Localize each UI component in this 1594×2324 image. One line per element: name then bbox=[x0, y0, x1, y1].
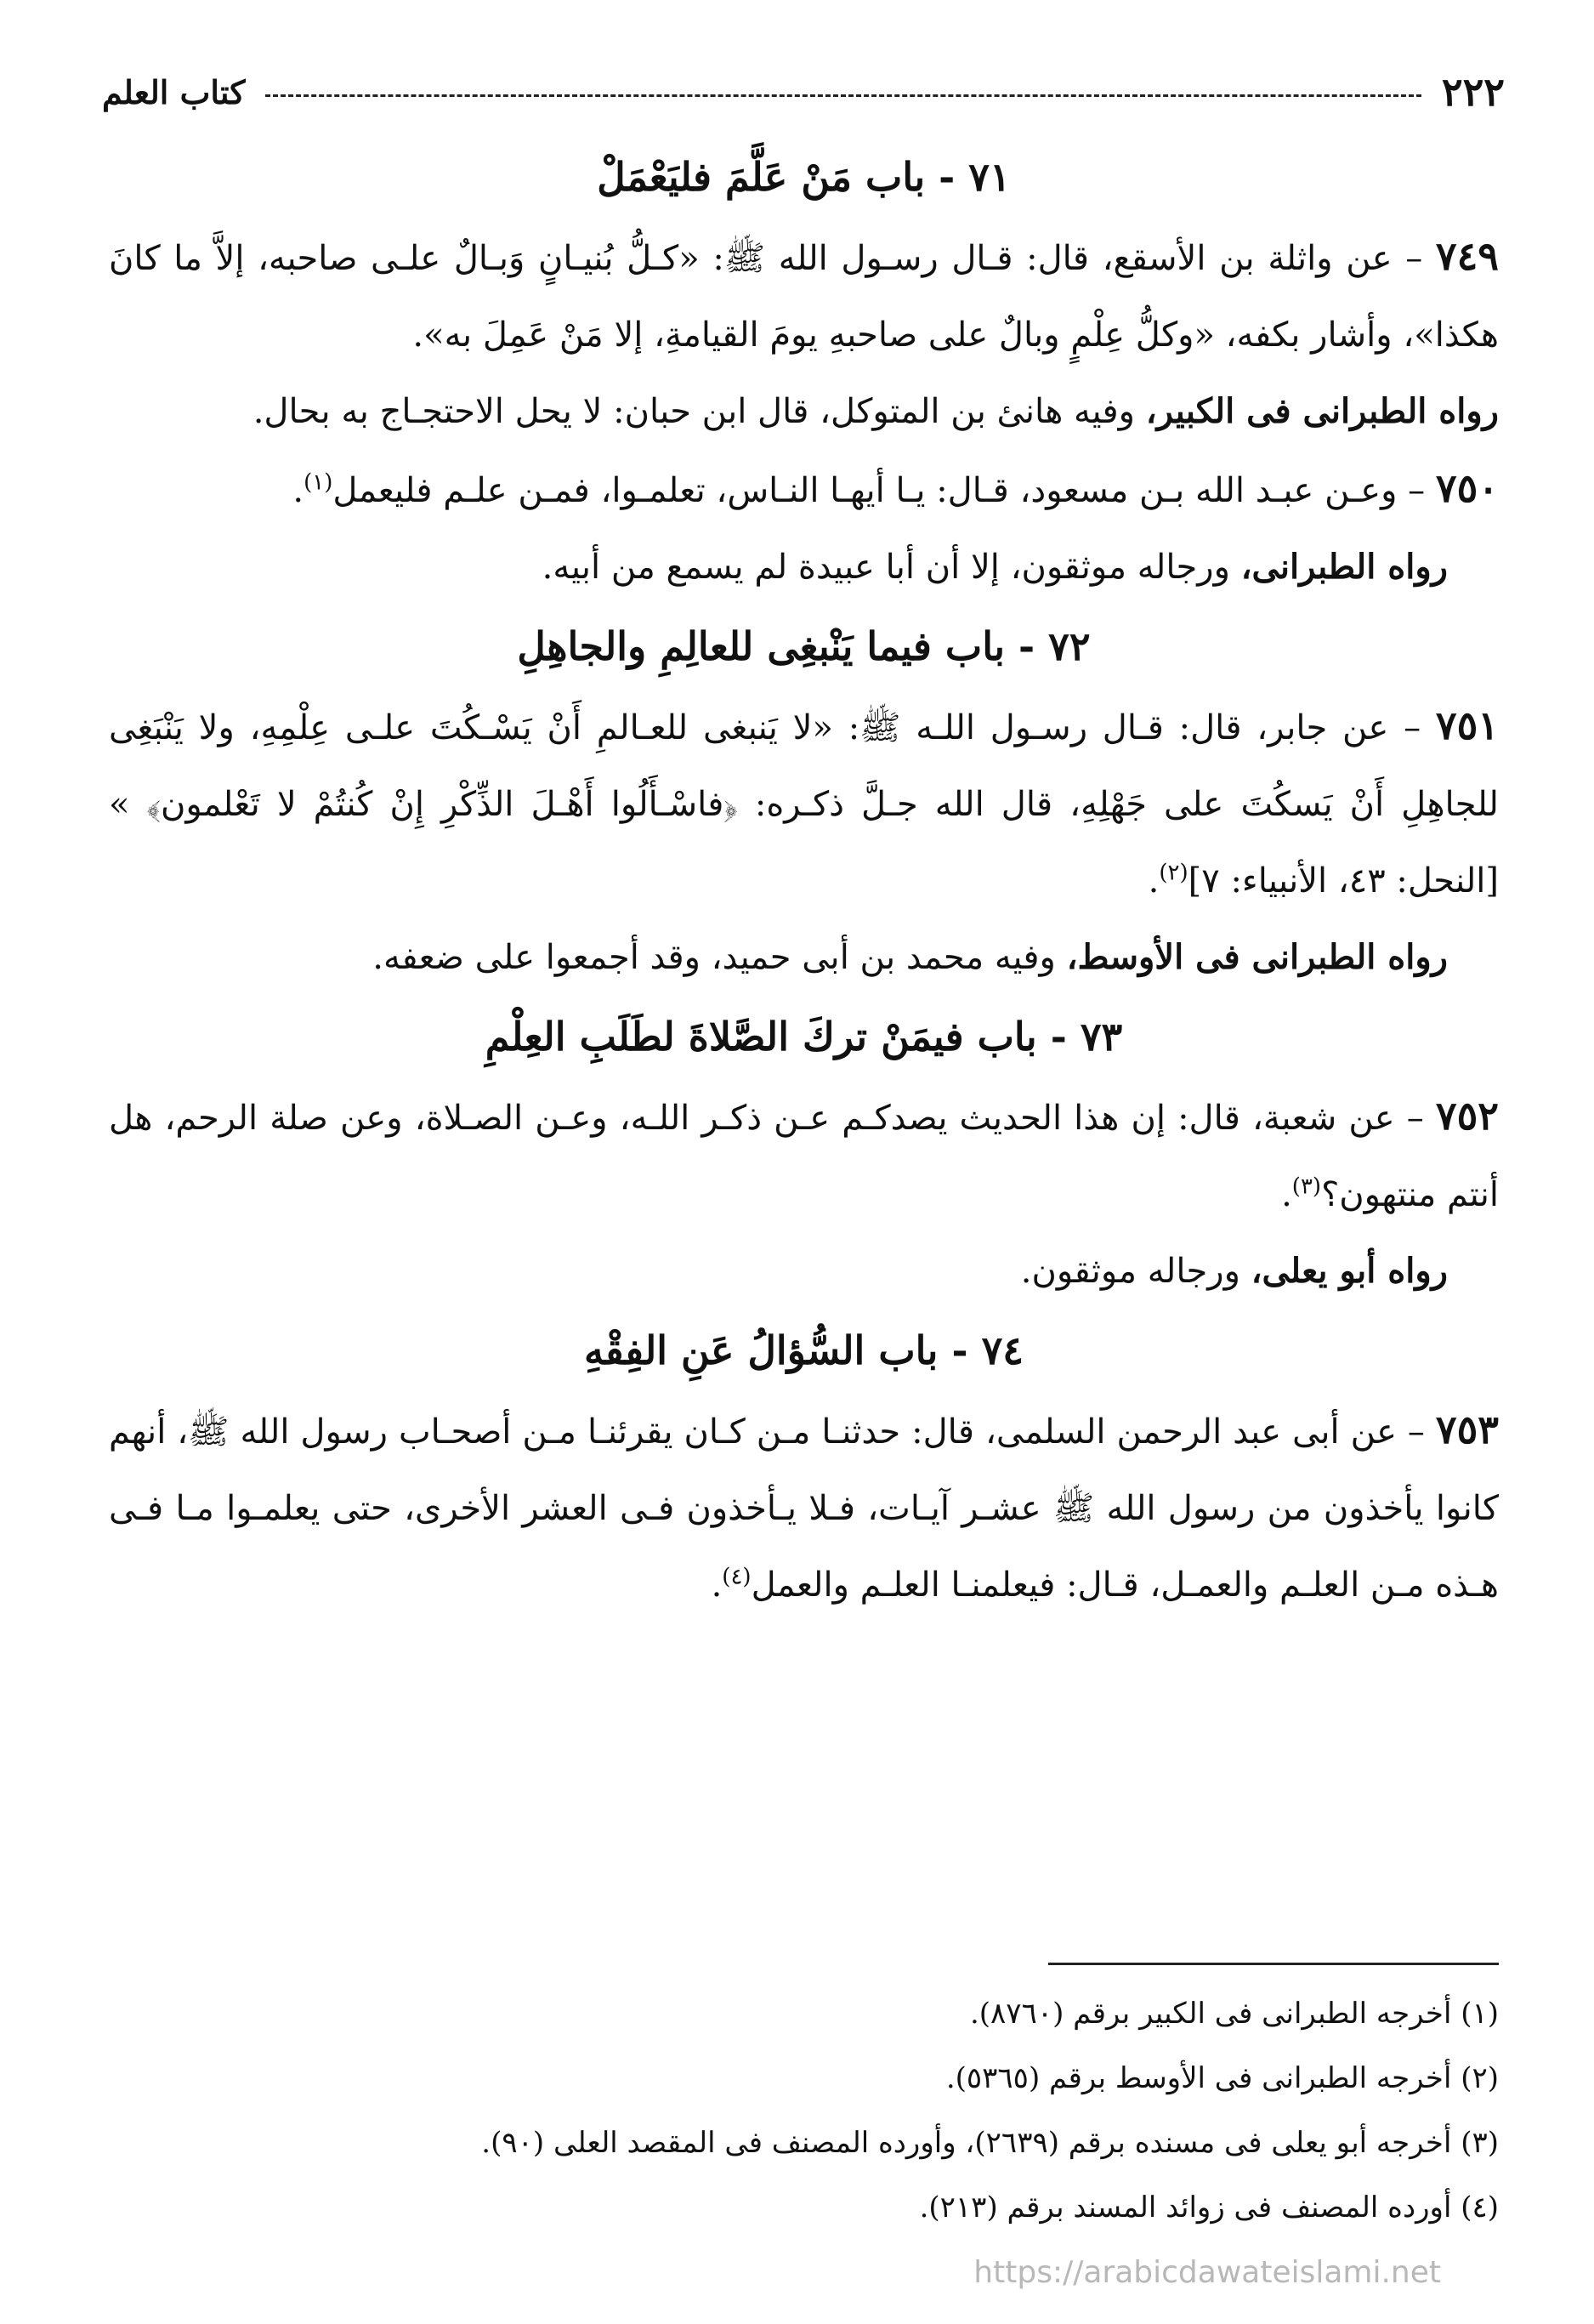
hadith-number: ٧٥٢ bbox=[1435, 1093, 1500, 1139]
footnote-ref: (٣) bbox=[1291, 1173, 1322, 1200]
narration-source: رواه الطبرانى، bbox=[1240, 547, 1448, 587]
footnote-ref: (١) bbox=[303, 469, 333, 496]
hadith-text: – عن جابر، قال: قـال رسـول اللـه ﷺ: «لا يَنبغى للعـالمِ أَنْ يَسْـكُتَ علـى عِلْمِهِ، ولا يَنْبَغِى للجاهِلِ أَنْ يَسكُتَ على جَهْلِهِ، قال الله جـلَّ ذكـره: ﴿فاسْـأَلُوا أَهْـلَ الذِّكْرِ إِنْ كُنتُمْ لا تَعْلمون﴾ » [النحل: ٤٣، الأنبياء: ٧] bbox=[109, 708, 1499, 901]
narration-note bbox=[109, 529, 1499, 605]
chapter-heading: ٧٤ - باب السُّؤالُ عَنِ الفِقْهِ bbox=[584, 1327, 1024, 1373]
chapter-heading: ٧٢ - باب فيما يَنْبغِى للعالِمِ والجاهِلِ bbox=[517, 623, 1091, 669]
page-header bbox=[102, 66, 1505, 117]
footnote-separator bbox=[1048, 1963, 1499, 1965]
footnote-ref: (٢) bbox=[1159, 860, 1188, 886]
footnote-item: (٢) أخرجه الطبرانى فى الأوسط برقم (٥٣٦٥). bbox=[945, 2061, 1499, 2095]
book-title: كتاب العلم bbox=[102, 72, 246, 111]
narration-remark: وفيه محمد بن أبى حميد، وقد أجمعوا على ضعفه. bbox=[372, 938, 1056, 977]
narration-note bbox=[109, 1233, 1499, 1310]
watermark-url: https://arabicdawateislami.net bbox=[973, 2255, 1441, 2290]
hadith-text: – عن شعبة، قال: إن هذا الحديث يصدكـم عـن ذكـر اللـه، وعـن الصـلاة، وعن صلة الرحم، هل أنتم منتهون؟ bbox=[109, 1099, 1499, 1214]
page-body bbox=[109, 136, 1499, 1623]
page-number: ٢٢٢ bbox=[1441, 69, 1505, 115]
hadith-number: ٧٥٣ bbox=[1435, 1406, 1500, 1452]
hadith-paragraph: ٧٥٢ – عن شعبة، قال: إن هذا الحديث يصدكـم عـن ذكـر اللـه، وعـن الصـلاة، وعن صلة الرحم، هل أنتم منتهون؟$^{(٣)}$. bbox=[109, 1093, 1500, 1214]
footnote-ref: (٤) bbox=[722, 1564, 752, 1590]
chapter-heading: ٧٣ - باب فيمَنْ تركَ الصَّلاةَ لطَلَبِ العِلْمِ bbox=[485, 1014, 1123, 1060]
hadith-number: ٧٥٠ bbox=[1435, 465, 1499, 511]
chapter-heading: ٧١ - باب مَنْ عَلَّمَ فليَعْمَلْ bbox=[597, 154, 1011, 200]
narration-remark: ورجاله موثقون، إلا أن أبا عبيدة لم يسمع من أبيه. bbox=[542, 548, 1230, 587]
footnote-item: (٤) أورده المصنف فى زوائد المسند برقم (٢١٣). bbox=[919, 2190, 1499, 2225]
hadith-text: – عن أبى عبد الرحمن السلمى، قال: حدثنـا مـن كـان يقرئنـا مـن أصحـاب رسول الله ﷺ، أنهم كانوا يأخذون من رسول الله ﷺ عشـر آيـات، فـلا يـأخذون فـى العشر الأخرى، حتى يعلمـوا مـا فـى هـذه مـن العلـم والعمـل، قـال: فيعلمنـا العلـم والعمل bbox=[109, 1412, 1499, 1605]
hadith-paragraph: ٧٥٠ – وعـن عبـد الله بـن مسعود، قـال: يـا أيهـا النـاس، تعلمـوا، فمـن علـم فليعمل$^{(١)}$. bbox=[292, 465, 1499, 511]
footnote-item: (١) أخرجه الطبرانى فى الكبير برقم (٨٧٦٠). bbox=[969, 1997, 1499, 2031]
narration-source: رواه أبو يعلى، bbox=[1251, 1251, 1448, 1291]
narration-note bbox=[109, 919, 1499, 996]
footnote-item: (٣) أخرجه أبو يعلى فى مسنده برقم (٢٦٣٩)، وأورده المصنف فى المقصد العلى (٩٠). bbox=[481, 2126, 1499, 2160]
header-dashed-rule bbox=[265, 94, 1421, 97]
hadith-text: – عن واثلة بن الأسقع، قال: قـال رسـول الله ﷺ: «كـلُّ بُنيـانٍ وَبـالٌ علـى صاحبه، إلاَّ ما كانَ هكذا»، وأشار بكفه، «وكلُّ عِلْمٍ وبالٌ على صاحبهِ يومَ القيامةِ، إلا مَنْ عَمِلَ به». bbox=[109, 239, 1499, 355]
narration-remark: ورجاله موثقون. bbox=[1020, 1252, 1240, 1291]
hadith-text: – وعـن عبـد الله بـن مسعود، قـال: يـا أيهـا النـاس، تعلمـوا، فمـن علـم فليعمل bbox=[332, 471, 1426, 510]
narration-source: رواه الطبرانى فى الكبير، bbox=[1145, 391, 1499, 431]
hadith-paragraph: ٧٥١ – عن جابر، قال: قـال رسـول اللـه ﷺ: «لا يَنبغى للعـالمِ أَنْ يَسْـكُتَ علـى عِلْمِهِ، ولا يَنْبَغِى للجاهِلِ أَنْ يَسكُتَ على جَهْلِهِ، قال الله جـلَّ ذكـره: ﴿فاسْـأَلُوا أَهْـلَ الذِّكْرِ إِنْ كُنتُمْ لا تَعْلمون﴾ » [النحل: ٤٣، الأنبياء: ٧]$^{(٢)}$. bbox=[109, 702, 1499, 901]
hadith-number: ٧٥١ bbox=[1435, 702, 1499, 748]
narration-source: رواه الطبرانى فى الأوسط، bbox=[1066, 937, 1448, 977]
hadith-number: ٧٤٩ bbox=[1435, 233, 1499, 279]
hadith-paragraph bbox=[109, 218, 1499, 373]
narration-note bbox=[109, 373, 1499, 450]
footnotes bbox=[109, 1981, 1499, 2240]
hadith-paragraph: ٧٥٣ – عن أبى عبد الرحمن السلمى، قال: حدثنـا مـن كـان يقرئنـا مـن أصحـاب رسول الله ﷺ، أنهم كانوا يأخذون من رسول الله ﷺ عشـر آيـات، فـلا يـأخذون فـى العشر الأخرى، حتى يعلمـوا مـا فـى هـذه مـن العلـم والعمـل، قـال: فيعلمنـا العلـم والعمل$^{(٤)}$. bbox=[109, 1406, 1500, 1605]
narration-remark: وفيه هانئ بن المتوكل، قال ابن حبان: لا يحل الاحتجـاج به بحال. bbox=[252, 392, 1135, 431]
